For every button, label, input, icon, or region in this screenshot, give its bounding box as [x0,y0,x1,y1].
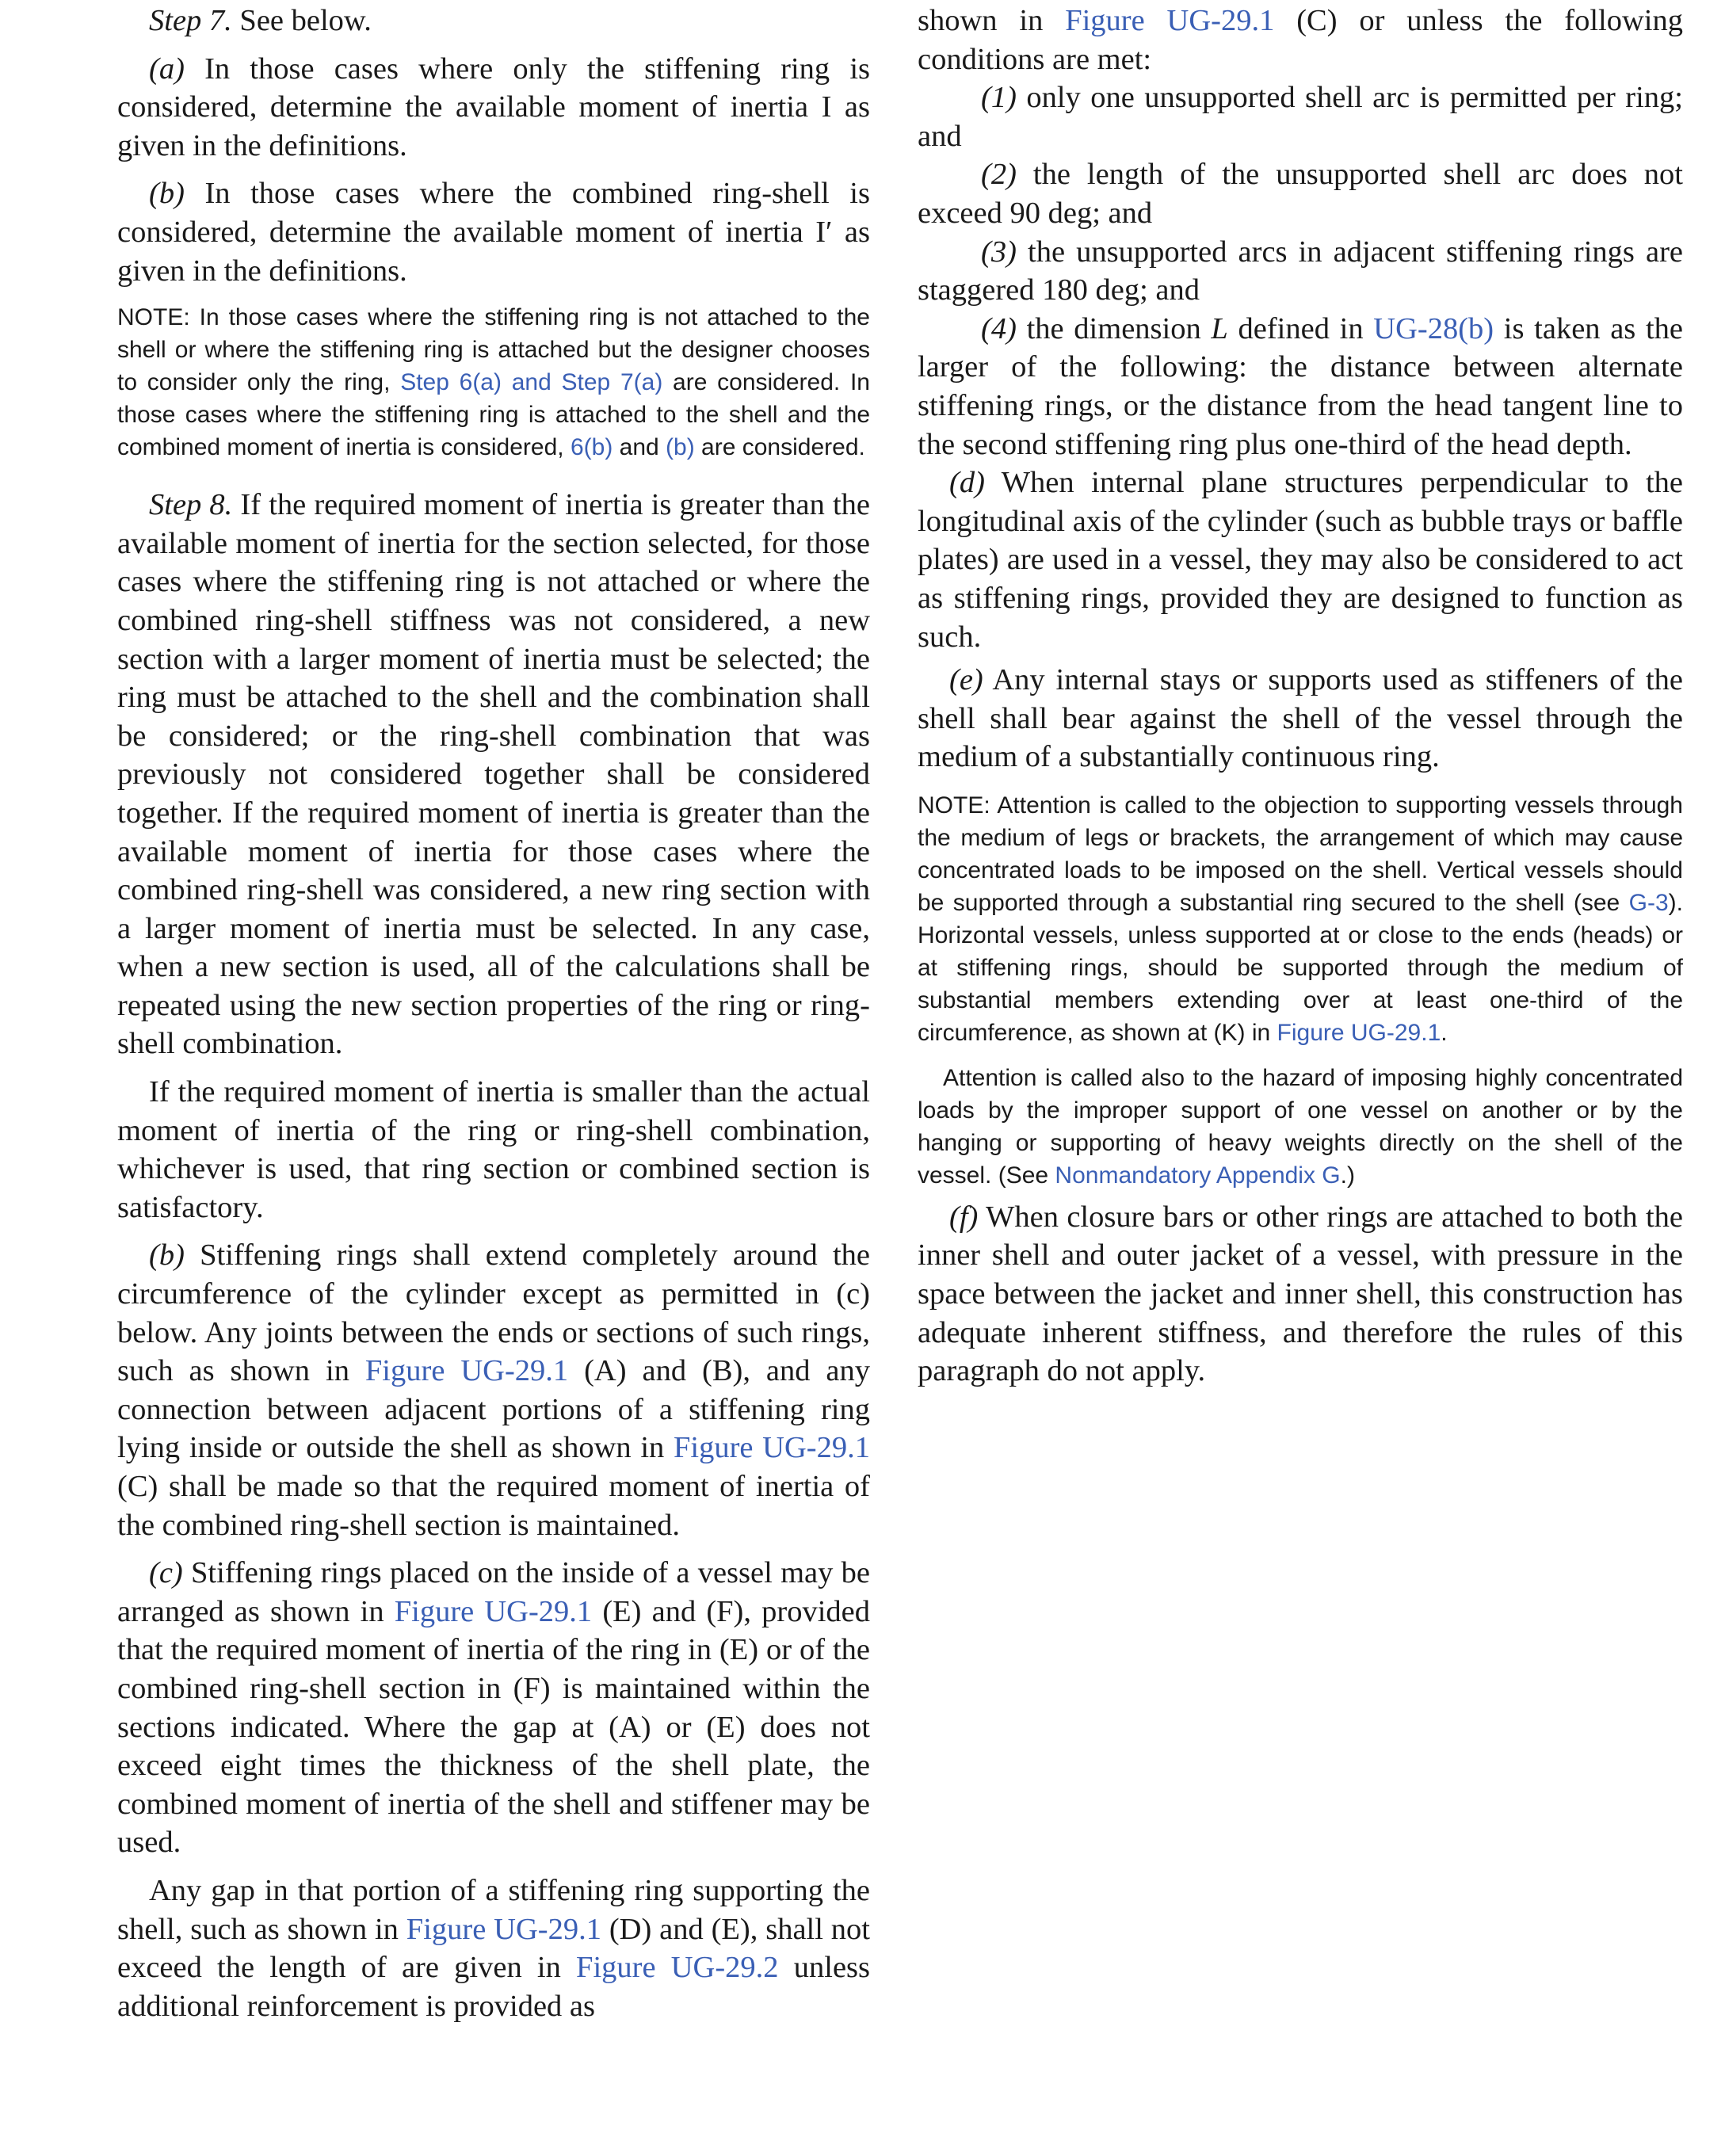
continuation-paragraph: shown in Figure UG-29.1 (C) or unless the following conditions are met: [918,4,1683,76]
step-b-link[interactable]: (b) [666,434,695,461]
step8-paragraph: Step 8. If the required moment of inertia is greater than the available moment of inertia for the section selected, for those cases where the stiffening ring is not attached or where the combined ring-shell stiffness was not considered, a new section with a larger moment of inertia must be selected; the ring must be attached to the shell and the combination shall be considered; or the ring-shell combination that was previously not considered together shall be considered together. If the required moment of inertia is greater than the available moment of inertia for those cases where the combined ring-shell was considered, a new ring section with a larger moment of inertia must be selected. In any case, when a new section is used, all of the calculations shall be repeated using the new section properties of the ring or ring-shell combination. [117,488,870,1061]
figure-link[interactable]: Figure UG-29.1 [1277,1019,1441,1046]
appendix-g-link[interactable]: Nonmandatory Appendix G [1055,1162,1341,1189]
note-supports: NOTE: Attention is called to the objection to supporting vessels through the medium of legs or brackets, the arrangement of which may cause concentrated loads to be imposed on the shell. Vertical vessels should be supported through a substantial ring secured to the shell (see G-3). Horizontal vessels, unless supported at or close to the ends (heads) or at stiffening rings, should be supported through the medium of substantial members extending over at least one-third of the circumference, as shown at (K) in Figure UG-29.1. [918,792,1683,1046]
step7-paragraph: Step 7. See below. [149,4,372,37]
gap-paragraph: Any gap in that portion of a stiffening ring supporting the shell, such as shown in Figure UG-29.1 (D) and (E), shall not exceed the length of are given in Figure UG-29.2 unless additional reinforcement is provided as [117,1873,871,2023]
paragraph-c: (c) Stiffening rings placed on the inside of a vessel may be arranged as shown in Figure UG-29.1 (E) and (F), provided that the required moment of inertia of the ring in (E) or of the combined ring-shell section in (F) is maintained within the sections indicated. Where the gap at (A) or (E) does not exceed eight times the thickness of the shell plate, the combined moment of inertia of the shell and stiffener may be used. [117,1556,870,1860]
note-step7: NOTE: In those cases where the stiffening ring is not attached to the shell or where the stiffening ring is attached but the designer chooses to consider only the ring, Step 6(a) and Step 7(a) are considered. In those cases where the stiffening ring is attached to the shell and the combined moment of inertia is considered, 6(b) and (b) are considered. [117,304,870,461]
step7a-paragraph: (a) In those cases where only the stiffening ring is considered, determine the available moment of inertia I as given in the definitions. [117,52,870,162]
left-column [117,2,870,2025]
paragraph-f: (f) When closure bars or other rings are attached to both the inner shell and outer jacket of a vessel, with pressure in the space between the jacket and inner shell, this construction has adequate inherent stiffness, and therefore the rules of this paragraph do not apply. [918,1200,1683,1388]
condition-4: (4) the dimension L defined in UG-28(b) is taken as the larger of the following: the distance between alternate stiffening rings, or the distance from the head tangent line to the second stiffening ring plus one-third of the head depth. [918,311,1683,461]
condition-3: (3) the unsupported arcs in adjacent stiffening rings are staggered 180 deg; and [918,235,1683,307]
paragraph-e: (e) Any internal stays or supports used as stiffeners of the shell shall bear against the shell of the vessel through the medium of a substantially continuous ring. [918,663,1683,774]
figure-link[interactable]: Figure UG-29.2 [576,1951,779,1985]
condition-2: (2) the length of the unsupported shell arc does not exceed 90 deg; and [918,158,1683,230]
figure-link[interactable]: Figure UG-29.1 [406,1912,601,1946]
g3-link[interactable]: G-3 [1628,889,1669,916]
satisfactory-paragraph: If the required moment of inertia is smaller than the actual moment of inertia of the ring or ring-shell combination, whichever is used, that ring section or combined section is satisfactory. [117,1075,870,1224]
right-column [918,2,1683,1391]
ug28b-link[interactable]: UG-28(b) [1373,311,1494,345]
note-hazard: Attention is called also to the hazard of imposing highly concentrated loads by the improper support of one vessel on another or by the hanging or supporting of heavy weights directly on the shell of the vessel. (See Nonmandatory Appendix G.) [918,1064,1683,1189]
figure-link[interactable]: Figure UG-29.1 [673,1431,870,1465]
figure-link[interactable]: Figure UG-29.1 [364,1354,569,1388]
step-link[interactable]: Step 6(a) and Step 7(a) [400,369,663,396]
step7b-paragraph: (b) In those cases where the combined ring-shell is considered, determine the available moment of inertia I′ as given in the definitions. [117,177,870,288]
step-6b-link[interactable]: 6(b) [570,434,613,461]
figure-link[interactable]: Figure UG-29.1 [1065,4,1275,37]
figure-link[interactable]: Figure UG-29.1 [394,1594,593,1628]
paragraph-b: (b) Stiffening rings shall extend completely around the circumference of the cylinder except as permitted in (c) below. Any joints between the ends or sections of such rings, such as shown in Figure UG-29.1 (A) and (B), and any connection between adjacent portions of a stiffening ring lying inside or outside the shell as shown in Figure UG-29.1 (C) shall be made so that the required moment of inertia of the combined ring-shell section is maintained. [117,1238,871,1542]
paragraph-d: (d) When internal plane structures perpendicular to the longitudinal axis of the cylinder (such as bubble trays or baffle plates) are used in a vessel, they may also be considered to act as stiffening rings, provided they are designed to function as such. [918,466,1683,654]
condition-1: (1) only one unsupported shell arc is permitted per ring; and [918,81,1683,153]
